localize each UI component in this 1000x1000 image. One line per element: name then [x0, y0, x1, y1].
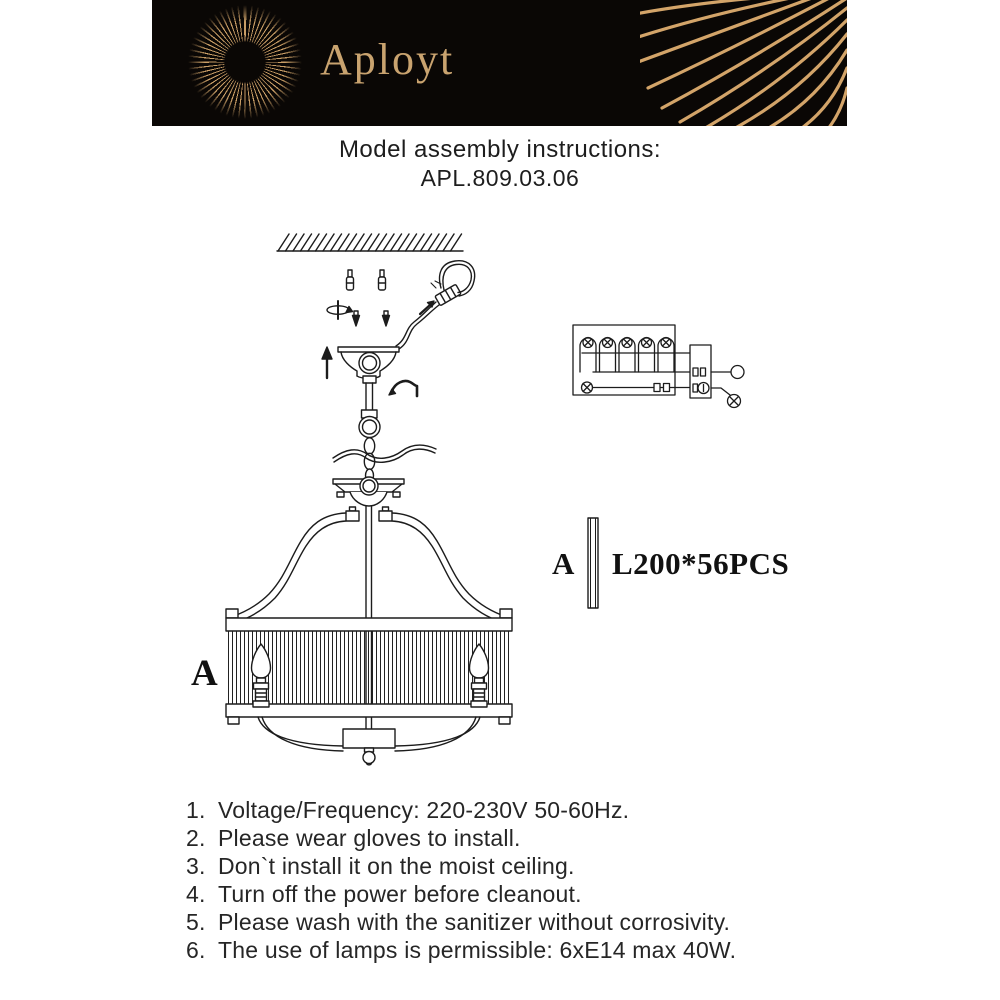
instruction-text: Please wear gloves to install.	[218, 825, 521, 851]
instruction-list	[186, 796, 736, 964]
instruction-number: 6.	[186, 937, 206, 963]
screw-icon	[353, 311, 390, 326]
instruction-item	[186, 796, 736, 824]
canopy-drawing	[338, 347, 399, 418]
page-title: Model assembly instructions:	[338, 136, 662, 163]
fixture-label-a: A	[191, 653, 218, 694]
mains-wire-drawing	[396, 261, 475, 349]
legend-label-a: A	[552, 546, 575, 581]
wiring-diagram	[573, 325, 744, 408]
sunburst-logo-icon	[185, 2, 305, 122]
instruction-item	[186, 880, 736, 908]
brand-banner	[152, 0, 847, 126]
junction-circle-icon	[731, 366, 744, 379]
instruction-item	[186, 908, 736, 936]
assembly-line-drawing	[150, 220, 810, 790]
rotate-icon	[327, 301, 353, 319]
brand-wordmark: Aployt	[320, 35, 455, 84]
arrow-up-icon	[322, 347, 332, 378]
hook-icon	[389, 381, 417, 396]
instruction-item	[186, 852, 736, 880]
instruction-text: Voltage/Frequency: 220-230V 50-60Hz.	[218, 797, 630, 823]
instruction-text: The use of lamps is permissible: 6xE14 max 40W.	[218, 937, 737, 963]
wall-anchor-icon	[347, 270, 386, 290]
glass-rod-part-drawing	[588, 518, 598, 608]
candle-bulb-drawing	[252, 644, 489, 707]
instruction-item	[186, 824, 736, 852]
instruction-text: Turn off the power before cleanout.	[218, 881, 582, 907]
wire-through-chain-drawing	[333, 445, 436, 462]
instruction-text: Don`t install it on the moist ceiling.	[218, 853, 575, 879]
ceiling-hatch-drawing	[277, 234, 463, 251]
instruction-number: 1.	[186, 797, 206, 823]
model-number: APL.809.03.06	[420, 165, 580, 191]
instruction-number: 5.	[186, 909, 206, 935]
ray-fan-decoration-icon	[640, 0, 847, 126]
chain-drawing	[359, 417, 380, 483]
instruction-number: 4.	[186, 881, 206, 907]
chandelier-frame-drawing	[226, 506, 512, 750]
instruction-item	[186, 936, 736, 964]
instruction-number: 3.	[186, 853, 206, 879]
fixture-canopy-drawing	[333, 477, 404, 506]
legend-part-code: L200*56PCS	[612, 546, 790, 581]
instruction-text: Please wash with the sanitizer without corrosivity.	[218, 909, 731, 935]
instruction-number: 2.	[186, 825, 206, 851]
bottom-arms-drawing	[258, 717, 480, 765]
